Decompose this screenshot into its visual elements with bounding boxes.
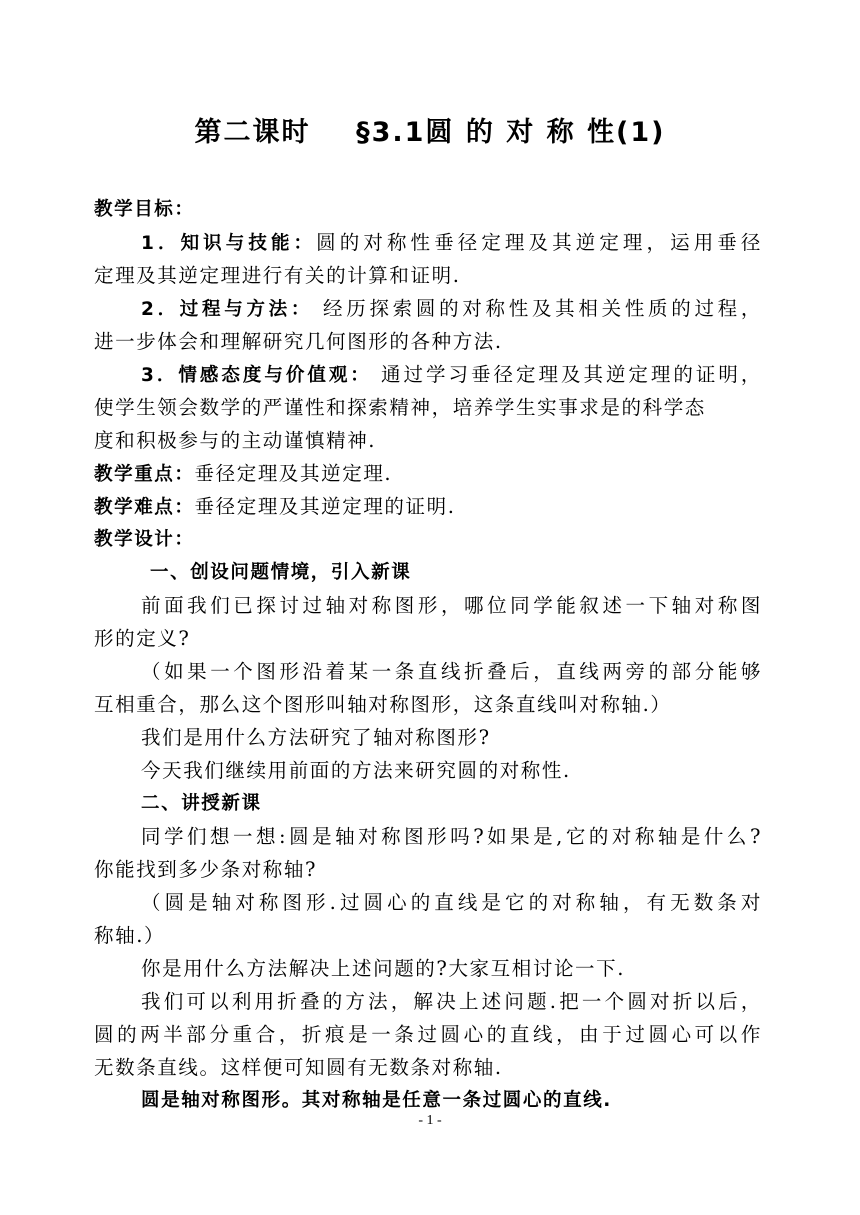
document-body (94, 193, 762, 1117)
key-point-text: 垂径定理及其逆定理. (194, 462, 393, 485)
section-1-heading: 一、创设问题情境，引入新课 (150, 562, 412, 583)
conclusion: 圆是轴对称图形。其对称轴是任意一条过圆心的直线. (141, 1090, 612, 1111)
paragraph-5-line-2: 你能找到多少条对称轴? (94, 858, 318, 881)
objective-2-line-2: 进一步体会和理解研究几何图形的各种方法. (94, 330, 503, 353)
paragraph-8-line-3: 无数条直线。这样便可知圆有无数条对称轴. (94, 1056, 503, 1079)
objective-2-line-1 (94, 292, 762, 325)
paragraph-6-line-2: 称轴.） (94, 924, 166, 947)
objectives-heading: 教学目标： (94, 199, 195, 220)
paragraph-2-line-2: 互相重合，那么这个图形叫轴对称图形，这条直线叫对称轴.） (94, 693, 672, 716)
paragraph-7: 你是用什么方法解决上述问题的?大家互相讨论一下. (141, 957, 626, 980)
paragraph-3: 我们是用什么方法研究了轴对称图形? (141, 726, 491, 749)
key-point (94, 457, 762, 490)
difficult-point-text: 垂径定理及其逆定理的证明. (194, 495, 456, 518)
difficult-point (94, 490, 762, 523)
paragraph-6-line-1: （圆是轴对称图形.过圆心的直线是它的对称轴，有无数条对 (141, 891, 762, 914)
objective-1-text: 圆的对称性垂径定理及其逆定理，运用垂径 (316, 231, 762, 254)
section-2-heading: 二、讲授新课 (141, 793, 262, 814)
page-title: 第二课时 §3.1圆 的 对 称 性(1) (194, 117, 666, 148)
objective-3-text: 通过学习垂径定理及其逆定理的证明， (371, 363, 762, 386)
design-heading: 教学设计： (94, 529, 195, 550)
objective-1-line-2: 定理及其逆定理进行有关的计算和证明. (94, 264, 461, 287)
paragraph-5-line-1: 同学们想一想:圆是轴对称图形吗?如果是,它的对称轴是什么? (141, 825, 762, 848)
paragraph-2-line-1: （如果一个图形沿着某一条直线折叠后，直线两旁的部分能够 (141, 660, 762, 683)
key-point-label: 教学重点： (94, 464, 195, 485)
objective-2-text: 经历探索圆的对称性及其相关性质的过程， (313, 297, 762, 320)
paragraph-8-line-1: 我们可以利用折叠的方法，解决上述问题.把一个圆对折以后， (141, 990, 762, 1013)
paragraph-1-line-2: 形的定义? (94, 627, 191, 650)
objective-3-line-3: 度和积极参与的主动谨慎精神. (94, 429, 377, 452)
objective-1-line-1 (94, 226, 762, 259)
objective-3-line-1 (94, 358, 762, 391)
objective-3-line-2: 使学生领会数学的严谨性和探索精神，培养学生实事求是的科学态 (94, 396, 706, 419)
difficult-point-label: 教学难点： (94, 497, 195, 518)
objective-3-label: 3．情感态度与价值观： (141, 365, 372, 386)
paragraph-1-line-1: 前面我们已探讨过轴对称图形，哪位同学能叙述一下轴对称图 (141, 594, 762, 617)
paragraph-8-line-2: 圆的两半部分重合，折痕是一条过圆心的直线，由于过圆心可以作 (94, 1023, 762, 1046)
objective-2-label: 2．过程与方法： (141, 299, 314, 320)
objective-1-label: 1．知识与技能： (141, 233, 317, 254)
page-number: - 1 - (418, 1113, 442, 1128)
paragraph-4: 今天我们继续用前面的方法来研究圆的对称性. (141, 759, 571, 782)
